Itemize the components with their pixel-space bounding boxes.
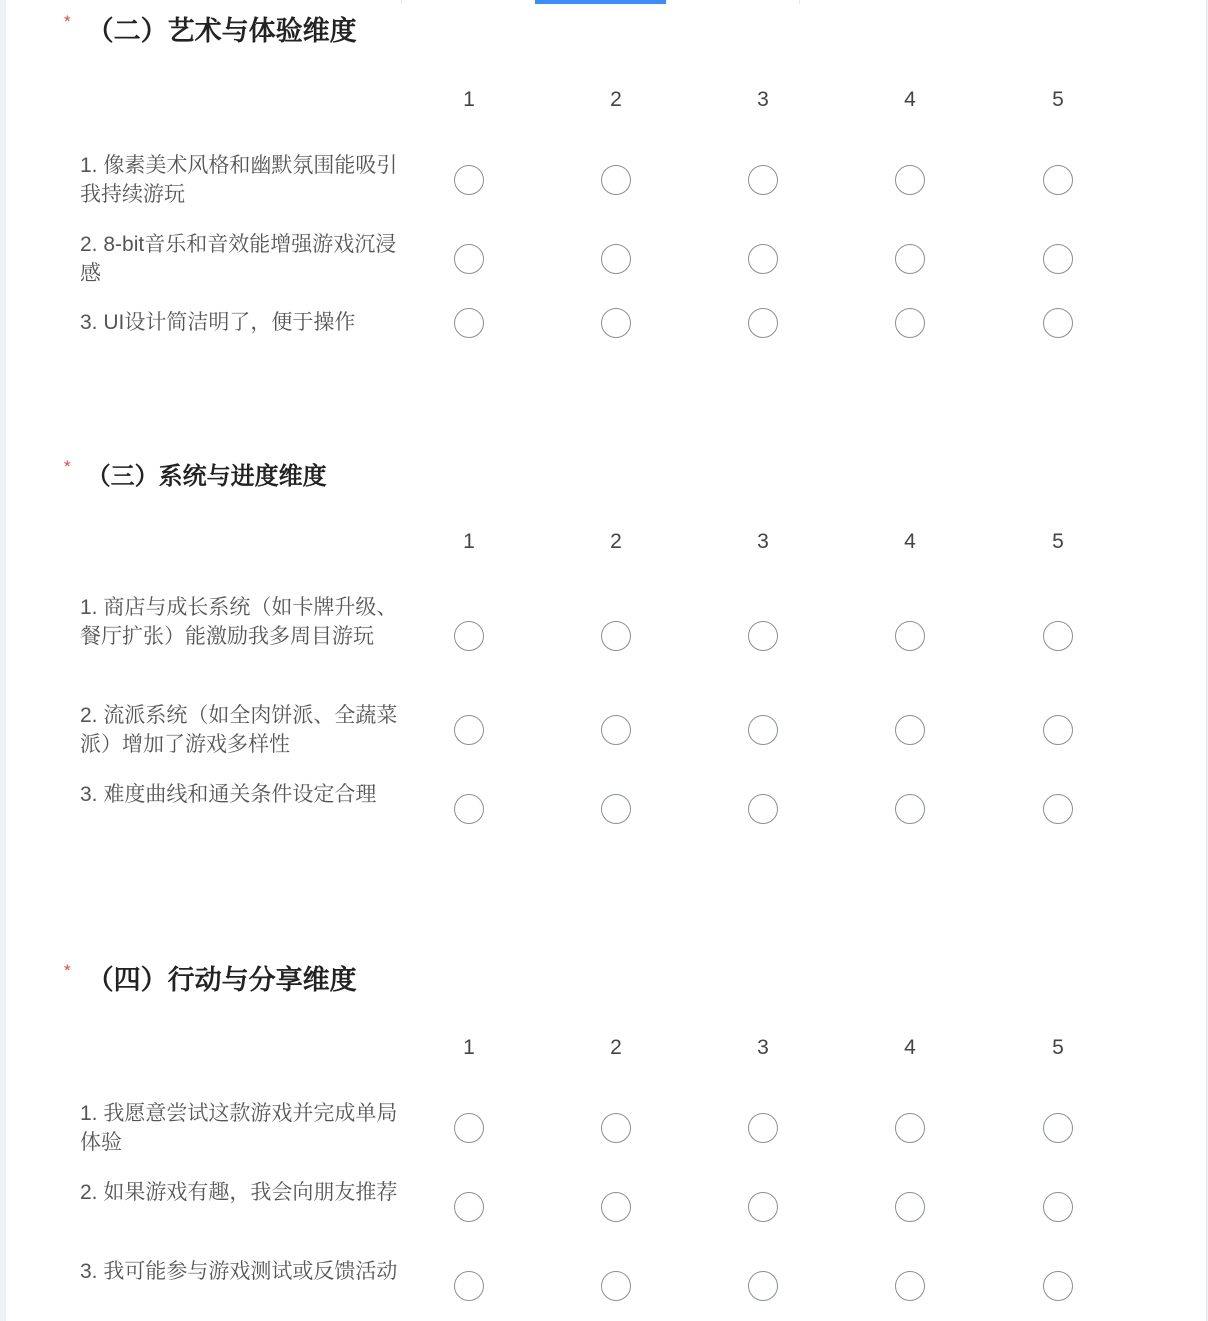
rating-radio-1[interactable] <box>454 1192 484 1222</box>
scale-header-1: 1 <box>463 530 475 553</box>
matrix-row-label: 2. 8-bit音乐和音效能增强游戏沉浸感 <box>80 233 397 285</box>
rating-radio-5[interactable] <box>1043 1271 1073 1301</box>
rating-radio-3[interactable] <box>748 1271 778 1301</box>
rating-radio-3[interactable] <box>748 794 778 824</box>
matrix-row-label: 1. 商店与成长系统（如卡牌升级、餐厅扩张）能激励我多周目游玩 <box>80 596 398 648</box>
rating-radio-4[interactable] <box>895 794 925 824</box>
rating-radio-2[interactable] <box>601 621 631 651</box>
matrix-row-label: 2. 流派系统（如全肉饼派、全蔬菜派）增加了游戏多样性 <box>80 704 398 756</box>
rating-radio-1[interactable] <box>454 165 484 195</box>
rating-radio-1[interactable] <box>454 794 484 824</box>
rating-radio-4[interactable] <box>895 244 925 274</box>
scale-header-1: 1 <box>463 1036 475 1059</box>
rating-radio-4[interactable] <box>895 1113 925 1143</box>
scale-header-5: 5 <box>1052 1036 1064 1059</box>
tab-segment[interactable] <box>266 0 402 4</box>
scale-header-3: 3 <box>757 88 769 111</box>
rating-radio-3[interactable] <box>748 308 778 338</box>
rating-radio-1[interactable] <box>454 244 484 274</box>
rating-radio-4[interactable] <box>895 165 925 195</box>
rating-radio-2[interactable] <box>601 794 631 824</box>
rating-radio-3[interactable] <box>748 244 778 274</box>
rating-radio-5[interactable] <box>1043 1192 1073 1222</box>
rating-radio-2[interactable] <box>601 244 631 274</box>
matrix-row-label: 1. 我愿意尝试这款游戏并完成单局体验 <box>80 1102 398 1154</box>
rating-radio-4[interactable] <box>895 715 925 745</box>
rating-radio-4[interactable] <box>895 621 925 651</box>
rating-radio-5[interactable] <box>1043 794 1073 824</box>
question-title-text: （四）行动与分享维度 <box>86 964 357 995</box>
rating-radio-3[interactable] <box>748 1192 778 1222</box>
rating-radio-5[interactable] <box>1043 621 1073 651</box>
tab-segment-active[interactable] <box>535 0 666 4</box>
rating-radio-1[interactable] <box>454 621 484 651</box>
question-title <box>64 453 327 493</box>
matrix-row-label: 1. 像素美术风格和幽默氛围能吸引我持续游玩 <box>80 154 398 206</box>
tab-segment[interactable] <box>666 0 800 4</box>
rating-radio-3[interactable] <box>748 715 778 745</box>
rating-radio-4[interactable] <box>895 1192 925 1222</box>
rating-radio-1[interactable] <box>454 1271 484 1301</box>
rating-radio-3[interactable] <box>748 621 778 651</box>
scale-header-2: 2 <box>610 88 622 111</box>
survey-page <box>6 0 1207 1321</box>
rating-radio-5[interactable] <box>1043 1113 1073 1143</box>
rating-radio-3[interactable] <box>748 1113 778 1143</box>
scale-header-4: 4 <box>904 88 916 111</box>
matrix-row-label: 3. UI设计简洁明了，便于操作 <box>80 311 356 334</box>
question-title <box>64 8 357 48</box>
question-title-text: （二）艺术与体验维度 <box>86 15 357 46</box>
required-mark: * <box>64 961 71 980</box>
rating-radio-5[interactable] <box>1043 165 1073 195</box>
scale-header-5: 5 <box>1052 88 1064 111</box>
required-mark: * <box>64 457 71 476</box>
matrix-row-label: 3. 我可能参与游戏测试或反馈活动 <box>80 1260 398 1283</box>
rating-radio-4[interactable] <box>895 1271 925 1301</box>
rating-radio-5[interactable] <box>1043 244 1073 274</box>
rating-radio-1[interactable] <box>454 715 484 745</box>
scale-header-5: 5 <box>1052 530 1064 553</box>
question-title <box>64 957 357 997</box>
rating-radio-2[interactable] <box>601 308 631 338</box>
scale-header-1: 1 <box>463 88 475 111</box>
question-title-text: （三）系统与进度维度 <box>86 462 327 490</box>
rating-radio-5[interactable] <box>1043 308 1073 338</box>
matrix-row-label: 3. 难度曲线和通关条件设定合理 <box>80 783 377 806</box>
rating-radio-2[interactable] <box>601 165 631 195</box>
matrix-row-label: 2. 如果游戏有趣，我会向朋友推荐 <box>80 1181 398 1204</box>
scale-header-2: 2 <box>610 530 622 553</box>
scale-header-4: 4 <box>904 1036 916 1059</box>
scale-header-3: 3 <box>757 1036 769 1059</box>
rating-radio-4[interactable] <box>895 308 925 338</box>
scale-header-3: 3 <box>757 530 769 553</box>
rating-radio-2[interactable] <box>601 1192 631 1222</box>
rating-radio-2[interactable] <box>601 1113 631 1143</box>
rating-radio-1[interactable] <box>454 1113 484 1143</box>
rating-radio-3[interactable] <box>748 165 778 195</box>
rating-radio-1[interactable] <box>454 308 484 338</box>
top-tab-bar <box>6 0 1206 4</box>
rating-radio-5[interactable] <box>1043 715 1073 745</box>
rating-radio-2[interactable] <box>601 1271 631 1301</box>
rating-radio-2[interactable] <box>601 715 631 745</box>
scale-header-2: 2 <box>610 1036 622 1059</box>
scale-header-4: 4 <box>904 530 916 553</box>
required-mark: * <box>64 12 71 31</box>
